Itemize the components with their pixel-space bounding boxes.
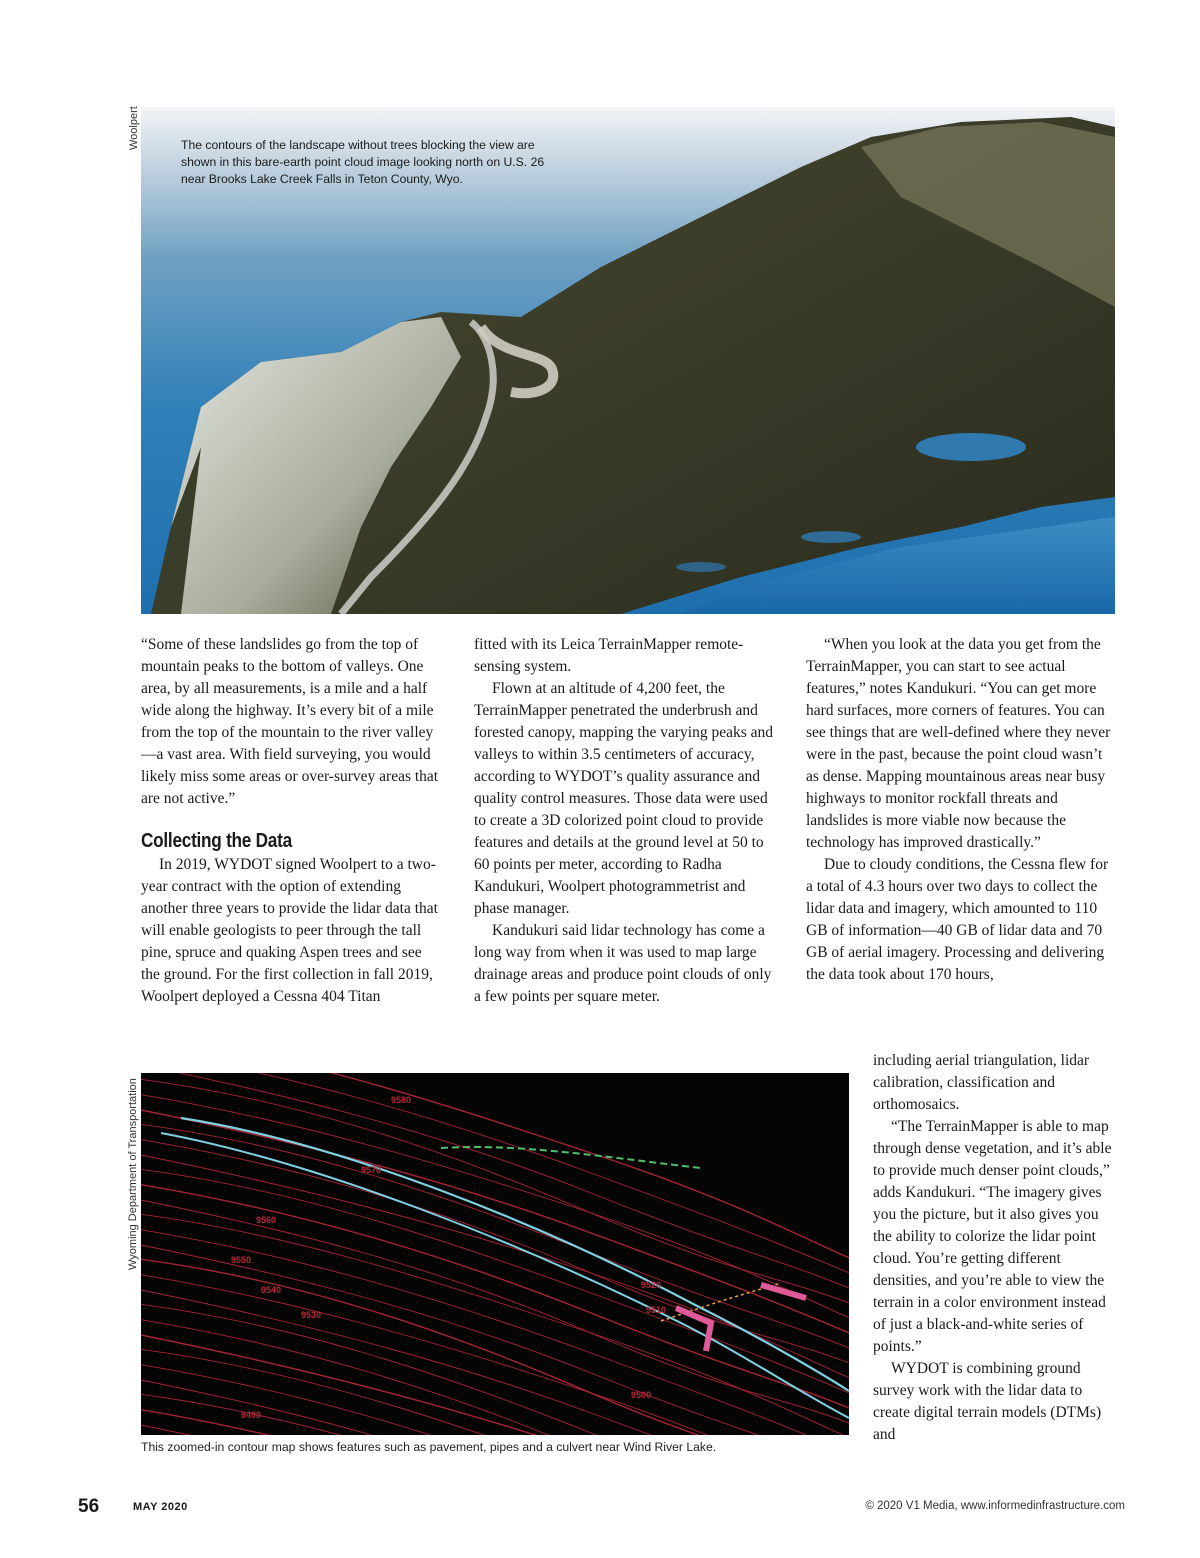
contour-line — [141, 1243, 849, 1435]
contour-line — [141, 1213, 849, 1435]
article-column-2 — [474, 634, 780, 1008]
contour-elevation-label: 9560 — [256, 1215, 277, 1225]
copyright-notice: © 2020 V1 Media, www.informedinfrastructure.com — [865, 1500, 1125, 1512]
culvert-marker — [761, 1285, 806, 1298]
issue-date: MAY 2020 — [133, 1501, 188, 1513]
photo-credit-map: Wyoming Department of Transportation — [127, 1078, 139, 1270]
contour-elevation-label: 9580 — [391, 1095, 412, 1105]
map-caption: This zoomed-in contour map shows features such as pavement, pipes and a culvert near Wind River Lake. — [141, 1440, 717, 1454]
article-paragraph: In 2019, WYDOT signed Woolpert to a two-year contract with the option of extending another three years to provide the lidar data that will enable geologists to peer through the tall pine, spruce and quaking Aspen trees and see the ground. For the first collection in fall 2019, Woolpert deployed a Cessna 404 Titan — [141, 856, 438, 1005]
article-column-3-continued — [873, 1050, 1118, 1446]
contour-elevation-label: 9530 — [301, 1310, 322, 1320]
article-paragraph: “The TerrainMapper is able to map through dense vegetation, and it’s able to provide much denser point clouds,” adds Kandukuri. “The imagery gives you the picture, but it also gives you the ability to colorize the lidar point cloud. You’re getting different densities, and you’re able to view the terrain in a color environment instead of just a black-and-white series of points.” — [873, 1118, 1112, 1355]
contour-map-illustration — [141, 1073, 849, 1435]
contour-line — [141, 1258, 849, 1435]
article-paragraph: Due to cloudy conditions, the Cessna flew for a total of 4.3 hours over two days to collect the lidar data and imagery, which amounted to 110 GB of information—40 GB of lidar data and 70 GB of aerial imagery. Processing and delivering the data took about 170 hours, — [806, 856, 1109, 983]
article-paragraph: Kandukuri said lidar technology has come a long way from when it was used to map large drainage areas and produce point clouds of only a few points per square meter. — [474, 922, 772, 1005]
page-number: 56 — [78, 1496, 100, 1517]
contour-elevation-label: 9570 — [361, 1165, 382, 1175]
article-paragraph: “When you look at the data you get from the TerrainMapper, you can start to see actual features,” notes Kandukuri. “You can get more hard surfaces, more corners of features. You can see things that are well-defined where they never were in the past, because the point cloud wasn’t as dense. Mapping mountainous areas near busy highways to monitor rockfall threats and landslides is more viable now because the technology has improved drastically.” — [806, 636, 1111, 851]
point-cloud-photo — [141, 107, 1115, 614]
article-column-3 — [806, 634, 1116, 986]
contour-line — [141, 1183, 849, 1413]
pipe-line — [441, 1147, 701, 1168]
article-paragraph: WYDOT is combining ground survey work with the lidar data to create digital terrain models (DTMs) and — [873, 1360, 1102, 1443]
section-heading: Collecting the Data — [141, 830, 292, 852]
contour-elevation-label: 9520 — [641, 1280, 662, 1290]
contour-line — [141, 1078, 849, 1308]
contour-line — [141, 1073, 849, 1278]
contour-elevation-label: 9490 — [241, 1410, 262, 1420]
contour-elevation-label: 9540 — [261, 1285, 282, 1295]
contour-elevation-label: 9500 — [631, 1390, 652, 1400]
contour-elevation-label: 9550 — [231, 1255, 252, 1265]
contour-line — [141, 1378, 849, 1435]
contour-line — [141, 1138, 849, 1368]
article-paragraph: including aerial triangulation, lidar calibration, classification and orthomosaics. — [873, 1052, 1090, 1113]
top-photo-caption: The contours of the landscape without trees blocking the view are shown in this bare-earth point cloud image looking north on U.S. 26 near Brooks Lake Creek Falls in Teton County, Wyo. — [181, 138, 545, 186]
contour-line — [141, 1363, 849, 1435]
article-column-1 — [141, 634, 441, 1008]
contour-map-photo — [141, 1073, 849, 1435]
contour-line — [141, 1093, 849, 1323]
article-paragraph: fitted with its Leica TerrainMapper remote-sensing system. — [474, 636, 744, 675]
contour-line — [141, 1423, 849, 1435]
road-edge-line — [181, 1118, 849, 1391]
road-edge-line — [161, 1133, 849, 1418]
contour-elevation-label: 9510 — [646, 1305, 667, 1315]
photo-credit-top: Woolpert — [128, 106, 140, 150]
article-paragraph: “Some of these landslides go from the top of mountain peaks to the bottom of valleys. One area, by all measurements, is a mile and a half wide along the highway. It’s every bit of a mile from the top of the mountain to the river valley—a vast area. With field surveying, you would likely miss some areas or over-survey areas that are not active.” — [141, 636, 439, 807]
contour-line — [141, 1168, 849, 1398]
article-paragraph: Flown at an altitude of 4,200 feet, the TerrainMapper penetrated the underbrush and forested canopy, mapping the varying peaks and valleys to within 3.5 centimeters of accuracy, according to WYDOT’s quality assurance and quality control measures. Those data were used to create a 3D colorized point cloud to provide features and details at the ground level at 50 to 60 points per meter, according to Radha Kandukuri, Woolpert photogrammetrist and phase manager. — [474, 680, 773, 917]
